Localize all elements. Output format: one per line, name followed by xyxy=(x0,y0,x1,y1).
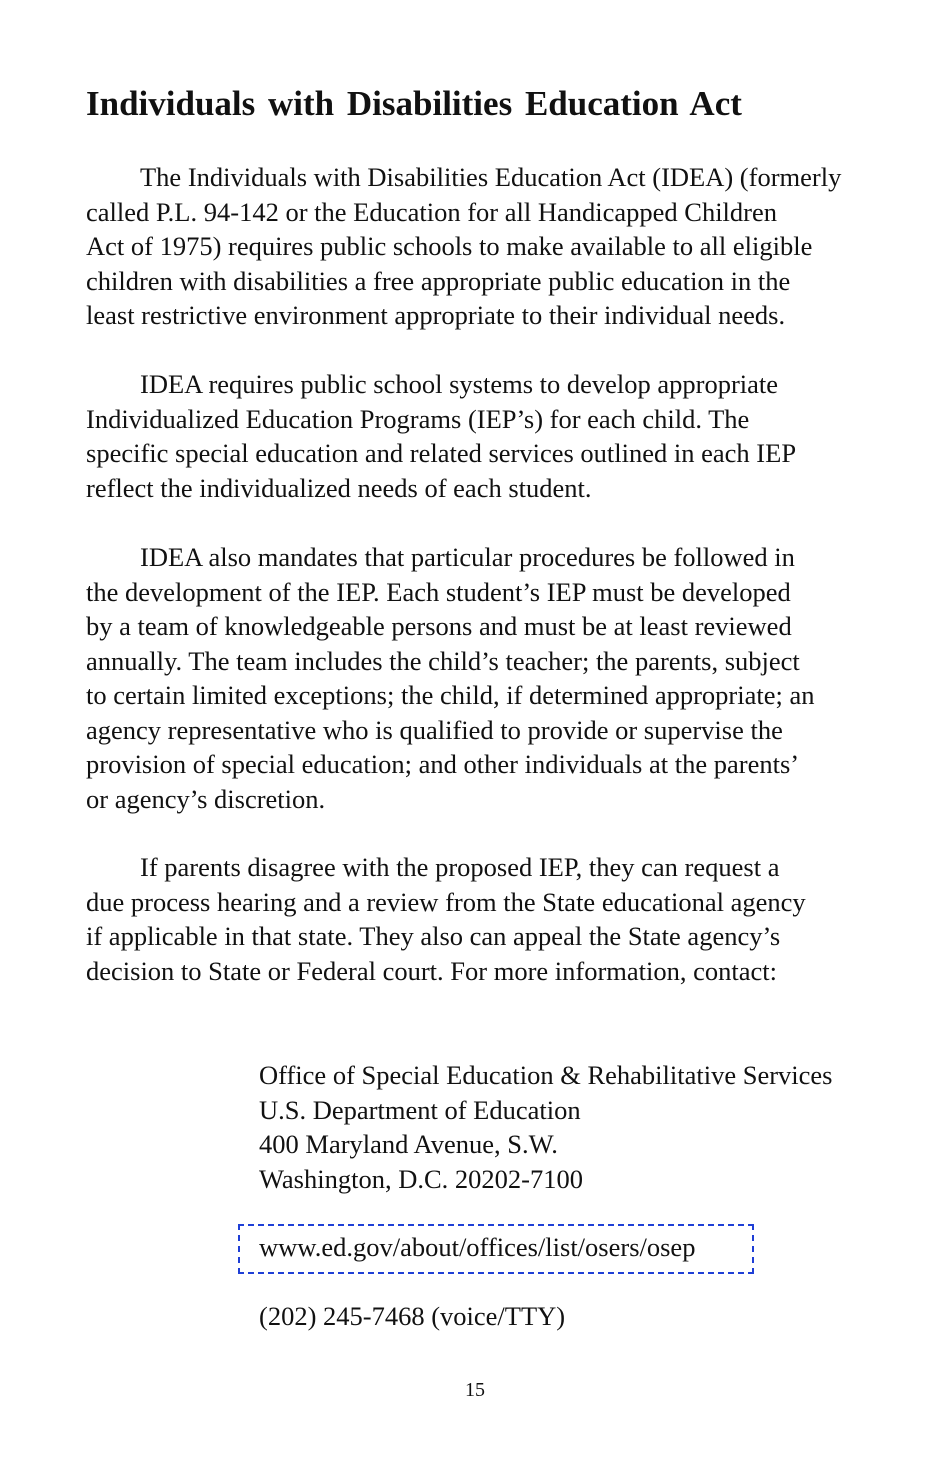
paragraph-idea-overview xyxy=(86,160,876,333)
paragraph-line: called P.L. 94-142 or the Education for all Handicapped Children xyxy=(86,196,778,227)
contact-address xyxy=(259,1058,833,1196)
contact-city: Washington, D.C. 20202-7100 xyxy=(259,1163,583,1194)
page-number: 15 xyxy=(465,1379,485,1401)
paragraph-line: IDEA also mandates that particular procedures be followed in xyxy=(140,542,795,572)
page-title: Individuals with Disabilities Education Act xyxy=(86,84,742,123)
paragraph-line: If parents disagree with the proposed IEP, they can request a xyxy=(140,852,780,882)
paragraph-line: due process hearing and a review from the State educational agency xyxy=(86,886,806,917)
osep-website-link[interactable]: www.ed.gov/about/offices/list/osers/osep xyxy=(259,1232,696,1262)
paragraph-line: to certain limited exceptions; the child, if determined appropriate; an xyxy=(86,680,815,710)
paragraph-line: least restrictive environment appropriate to their individual needs. xyxy=(86,300,786,330)
paragraph-line: Individualized Education Programs (IEP’s) for each child. The xyxy=(86,403,750,434)
paragraph-line: the development of the IEP. Each student’s IEP must be developed xyxy=(86,576,791,607)
contact-street: 400 Maryland Avenue, S.W. xyxy=(259,1129,558,1159)
contact-phone: (202) 245-7468 (voice/TTY) xyxy=(259,1301,566,1331)
paragraph-iep-requirements xyxy=(86,367,876,505)
paragraph-line: provision of special education; and other individuals at the parents’ xyxy=(86,749,800,779)
contact-department: U.S. Department of Education xyxy=(259,1094,581,1125)
paragraph-line: Act of 1975) requires public schools to make available to all eligible xyxy=(86,231,813,261)
contact-office: Office of Special Education & Rehabilitative Services xyxy=(259,1060,833,1090)
paragraph-line: specific special education and related services outlined in each IEP xyxy=(86,438,797,468)
paragraph-line: decision to State or Federal court. For more information, contact: xyxy=(86,955,778,986)
paragraph-line: children with disabilities a free appropriate public education in the xyxy=(86,265,791,296)
paragraph-line: if applicable in that state. They also can appeal the State agency’s xyxy=(86,921,781,951)
paragraph-line: by a team of knowledgeable persons and must be at least reviewed xyxy=(86,611,792,641)
paragraph-line: agency representative who is qualified to provide or supervise the xyxy=(86,714,783,745)
paragraph-iep-procedures xyxy=(86,540,876,816)
paragraph-line: reflect the individualized needs of each student. xyxy=(86,472,592,503)
paragraph-line: annually. The team includes the child’s teacher; the parents, subject xyxy=(86,645,800,676)
paragraph-line: The Individuals with Disabilities Education Act (IDEA) (formerly xyxy=(140,162,842,192)
paragraph-due-process xyxy=(86,850,876,988)
paragraph-line: IDEA requires public school systems to develop appropriate xyxy=(140,369,779,399)
paragraph-line: or agency’s discretion. xyxy=(86,783,326,814)
